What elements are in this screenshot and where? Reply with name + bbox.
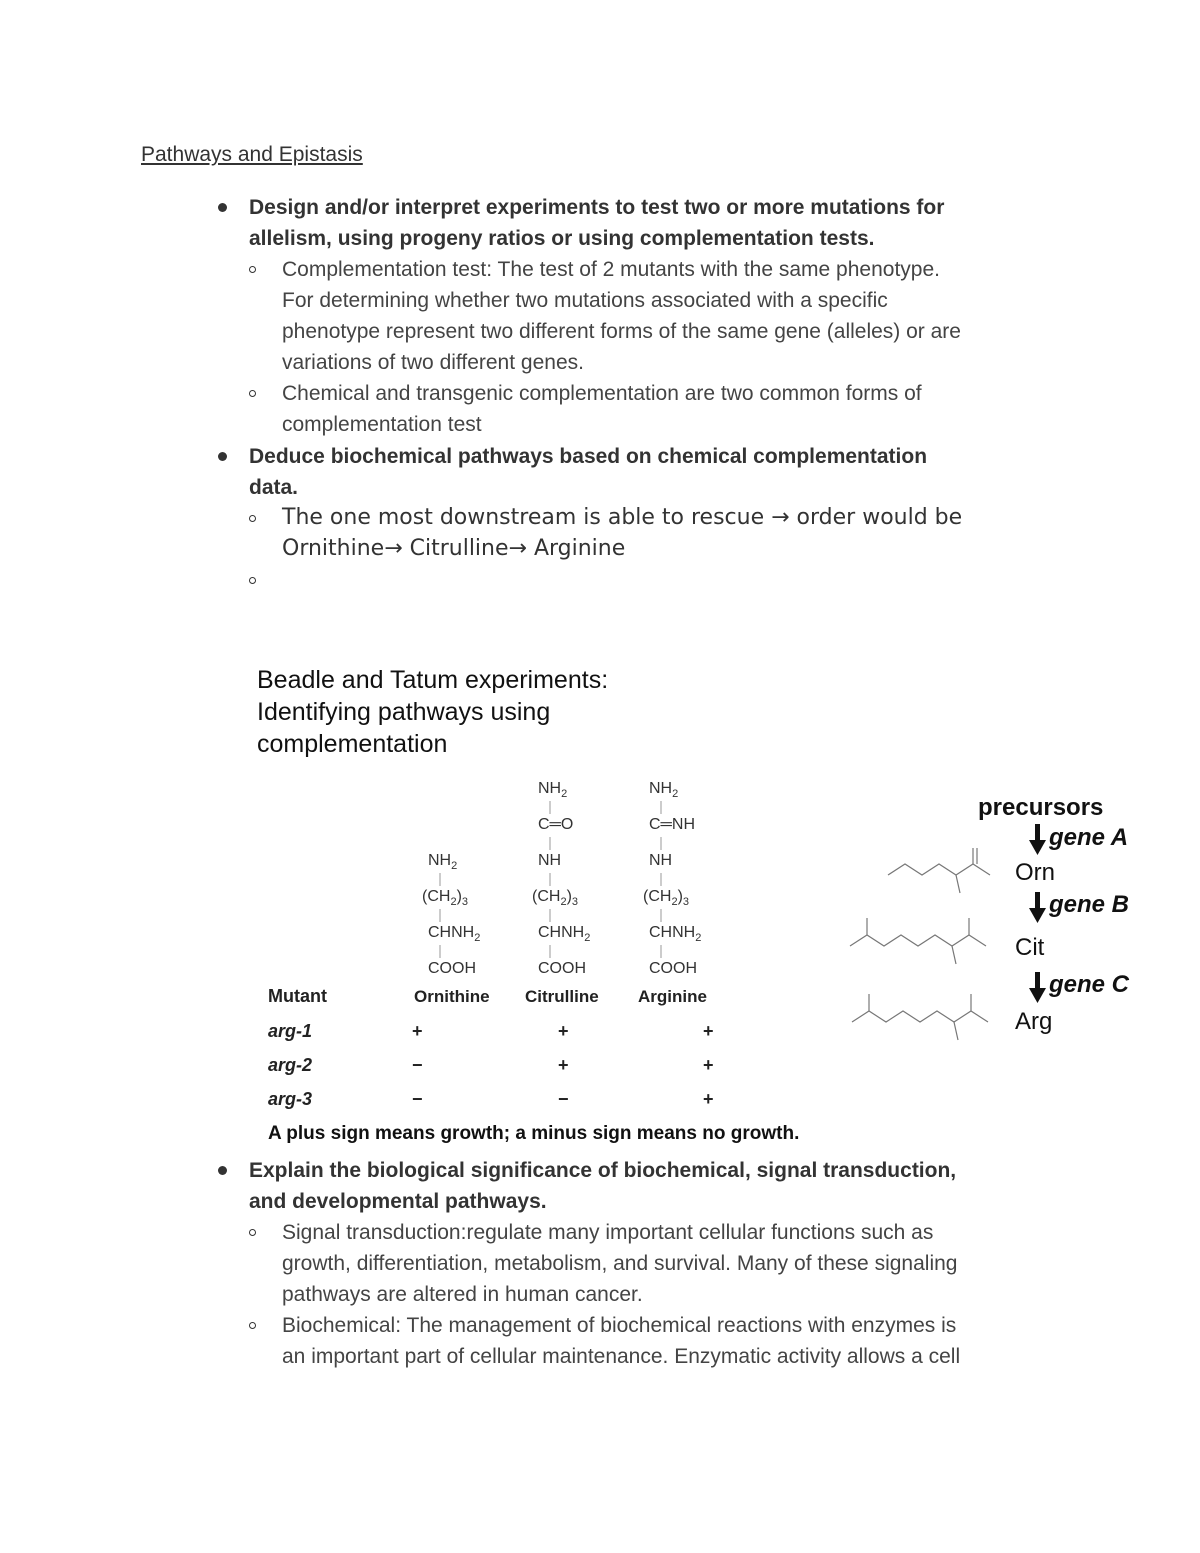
sub-bullet-empty [249,577,256,584]
ornithine-molecule-icon [888,848,990,893]
product-label: Arg [1015,1008,1053,1035]
page-title: Pathways and Epistasis [141,143,363,166]
gene-label: gene C [1049,971,1130,998]
gene-label: gene A [1049,824,1129,851]
objective-1-note-1: Complementation test: The test of 2 mutants with the same phenotype. For determining whether two mutations associated with a specific phenotype represent two different forms of the same gene (alleles) or are variations of two different genes. [282,258,961,374]
result-cell: − [558,1089,569,1109]
objective-2-note-1: The one most downstream is able to rescue → order would be Ornithine→ Citrulline→ Arginine [282,505,963,561]
result-cell: + [703,1055,714,1075]
bullet [218,452,227,461]
product-label: Orn [1015,859,1056,886]
bullet [218,203,227,212]
arrow-down-icon [1029,840,1046,855]
sub-bullet [249,390,256,397]
objective-1: Design and/or interpret experiments to test two or more mutations for allelism, using progeny ratios or using complementation tests. [249,196,945,250]
column-header-ornithine: Ornithine [414,987,490,1006]
figure-title: Beadle and Tatum experiments: Identifying pathways using complementation [257,666,609,758]
figure-note: A plus sign means growth; a minus sign means no growth. [268,1123,800,1144]
result-cell: + [703,1089,714,1109]
pathway-start: precursors [978,794,1104,821]
sub-bullet [249,515,256,522]
mutant-name: arg-2 [268,1055,313,1075]
arrow-down-icon [1029,908,1046,923]
result-cell: + [558,1055,569,1075]
objective-2: Deduce biochemical pathways based on chemical complementation data. [249,445,928,499]
arrow-down-icon [1035,892,1040,910]
arrow-down-icon [1035,824,1040,842]
result-cell: + [412,1021,423,1041]
column-header-arginine: Arginine [638,987,707,1006]
product-label: Cit [1015,934,1045,961]
bullet [218,1166,227,1175]
column-header-citrulline: Citrulline [525,987,599,1006]
sub-bullet [249,1322,256,1329]
objective-1-note-2: Chemical and transgenic complementation are two common forms of complementation test [282,382,922,436]
result-cell: − [412,1089,423,1109]
objective-3-note-1: Signal transduction:regulate many important cellular functions such as growth, differentiation, metabolism, and survival. Many of these signaling pathways are altered in human cancer. [282,1221,958,1306]
mutant-name: arg-3 [268,1089,313,1109]
objective-3: Explain the biological significance of biochemical, signal transduction, and developmental pathways. [249,1159,957,1213]
arginine-molecule-icon [852,994,988,1040]
arrow-down-icon [1029,988,1046,1003]
mutant-name: arg-1 [268,1021,313,1041]
column-header-mutant: Mutant [268,986,327,1006]
arrow-down-icon [1035,972,1040,990]
result-cell: − [412,1055,423,1075]
gene-label: gene B [1049,891,1130,918]
result-cell: + [703,1021,714,1041]
objective-3-note-2: Biochemical: The management of biochemical reactions with enzymes is an important part of cellular maintenance. Enzymatic activity allows a cell [282,1314,961,1368]
result-cell: + [558,1021,569,1041]
sub-bullet [249,1229,256,1236]
sub-bullet [249,266,256,273]
citrulline-molecule-icon [850,918,986,964]
